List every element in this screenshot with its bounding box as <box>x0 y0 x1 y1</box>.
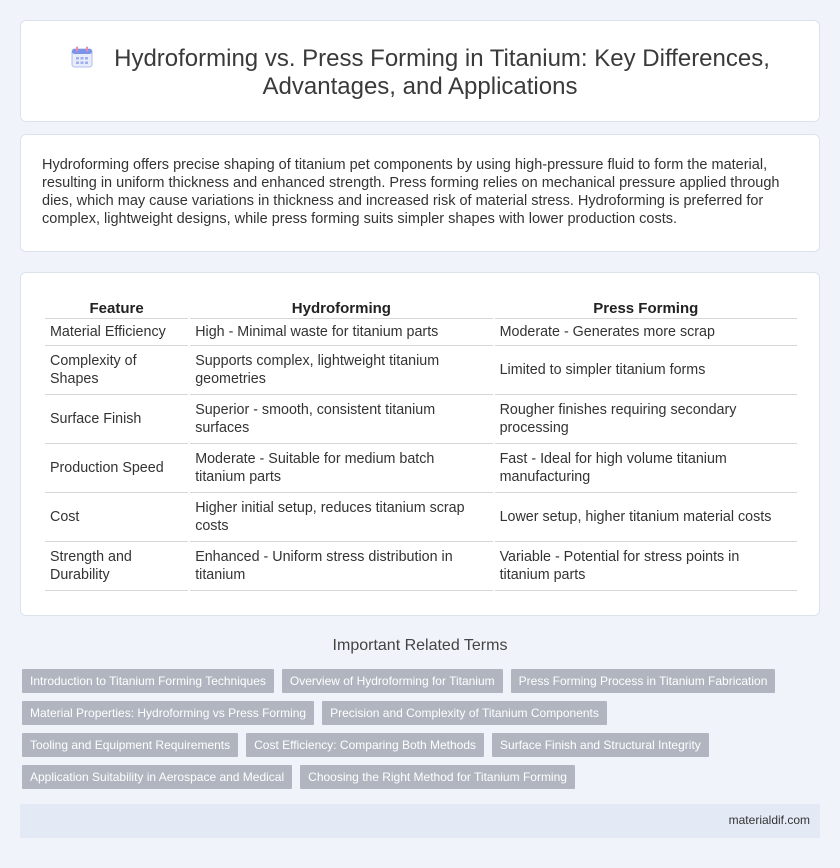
related-term-tag[interactable]: Surface Finish and Structural Integrity <box>492 733 709 757</box>
column-header-press-forming: Press Forming <box>495 295 797 319</box>
table-row <box>45 395 797 444</box>
table-cell-hydroforming: Higher initial setup, reduces titanium scrap costs <box>190 493 492 542</box>
table-cell-press-forming: Variable - Potential for stress points in titanium parts <box>495 542 797 591</box>
table-row <box>45 319 797 346</box>
footer <box>20 804 820 838</box>
table-cell-press-forming: Limited to simpler titanium forms <box>495 346 797 395</box>
table-cell-feature: Production Speed <box>45 444 188 493</box>
table-cell-feature: Complexity of Shapes <box>45 346 188 395</box>
table-cell-feature: Surface Finish <box>45 395 188 444</box>
column-header-feature: Feature <box>45 295 188 319</box>
table-cell-feature: Material Efficiency <box>45 319 188 346</box>
related-term-tag[interactable]: Press Forming Process in Titanium Fabrication <box>511 669 776 693</box>
table-cell-hydroforming: Enhanced - Uniform stress distribution in titanium <box>190 542 492 591</box>
table-cell-hydroforming: High - Minimal waste for titanium parts <box>190 319 492 346</box>
related-term-tag[interactable]: Material Properties: Hydroforming vs Press Forming <box>22 701 314 725</box>
summary-paragraph: Hydroforming offers precise shaping of titanium pet components by using high-pressure fluid to form the material, resulting in uniform thickness and enhanced strength. Press forming relies on mechanical pressure applied through dies, which may cause variations in thickness and increased risk of material stress. Hydroforming is preferred for complex, lightweight designs, while press forming suits simpler shapes with lower production costs. <box>42 157 780 227</box>
related-term-tag[interactable]: Introduction to Titanium Forming Techniques <box>22 669 274 693</box>
table-cell-hydroforming: Moderate - Suitable for medium batch titanium parts <box>190 444 492 493</box>
table-cell-press-forming: Rougher finishes requiring secondary processing <box>495 395 797 444</box>
calendar-icon <box>70 45 94 69</box>
table-row <box>45 444 797 493</box>
footer-site-link[interactable]: materialdif.com <box>728 813 810 827</box>
table-row <box>45 493 797 542</box>
table-cell-feature: Strength and Durability <box>45 542 188 591</box>
related-terms-list <box>22 669 822 789</box>
related-term-tag[interactable]: Cost Efficiency: Comparing Both Methods <box>246 733 484 757</box>
page-title-wrap <box>21 45 819 101</box>
comparison-table <box>43 295 799 591</box>
column-header-hydroforming: Hydroforming <box>190 295 492 319</box>
table-row <box>45 542 797 591</box>
table-cell-press-forming: Fast - Ideal for high volume titanium manufacturing <box>495 444 797 493</box>
table-row <box>45 346 797 395</box>
table-cell-hydroforming: Supports complex, lightweight titanium geometries <box>190 346 492 395</box>
related-term-tag[interactable]: Tooling and Equipment Requirements <box>22 733 238 757</box>
table-cell-feature: Cost <box>45 493 188 542</box>
title-card <box>20 20 820 122</box>
related-terms-title: Important Related Terms <box>332 637 508 654</box>
related-term-tag[interactable]: Application Suitability in Aerospace and Medical <box>22 765 292 789</box>
table-cell-press-forming: Moderate - Generates more scrap <box>495 319 797 346</box>
table-header-row <box>45 295 797 319</box>
summary-card <box>20 134 820 252</box>
related-term-tag[interactable]: Choosing the Right Method for Titanium Forming <box>300 765 575 789</box>
table-cell-press-forming: Lower setup, higher titanium material costs <box>495 493 797 542</box>
comparison-card <box>20 272 820 616</box>
related-term-tag[interactable]: Overview of Hydroforming for Titanium <box>282 669 503 693</box>
page-title: Hydroforming vs. Press Forming in Titanium: Key Differences, Advantages, and Applications <box>114 45 770 100</box>
table-cell-hydroforming: Superior - smooth, consistent titanium surfaces <box>190 395 492 444</box>
related-term-tag[interactable]: Precision and Complexity of Titanium Components <box>322 701 607 725</box>
